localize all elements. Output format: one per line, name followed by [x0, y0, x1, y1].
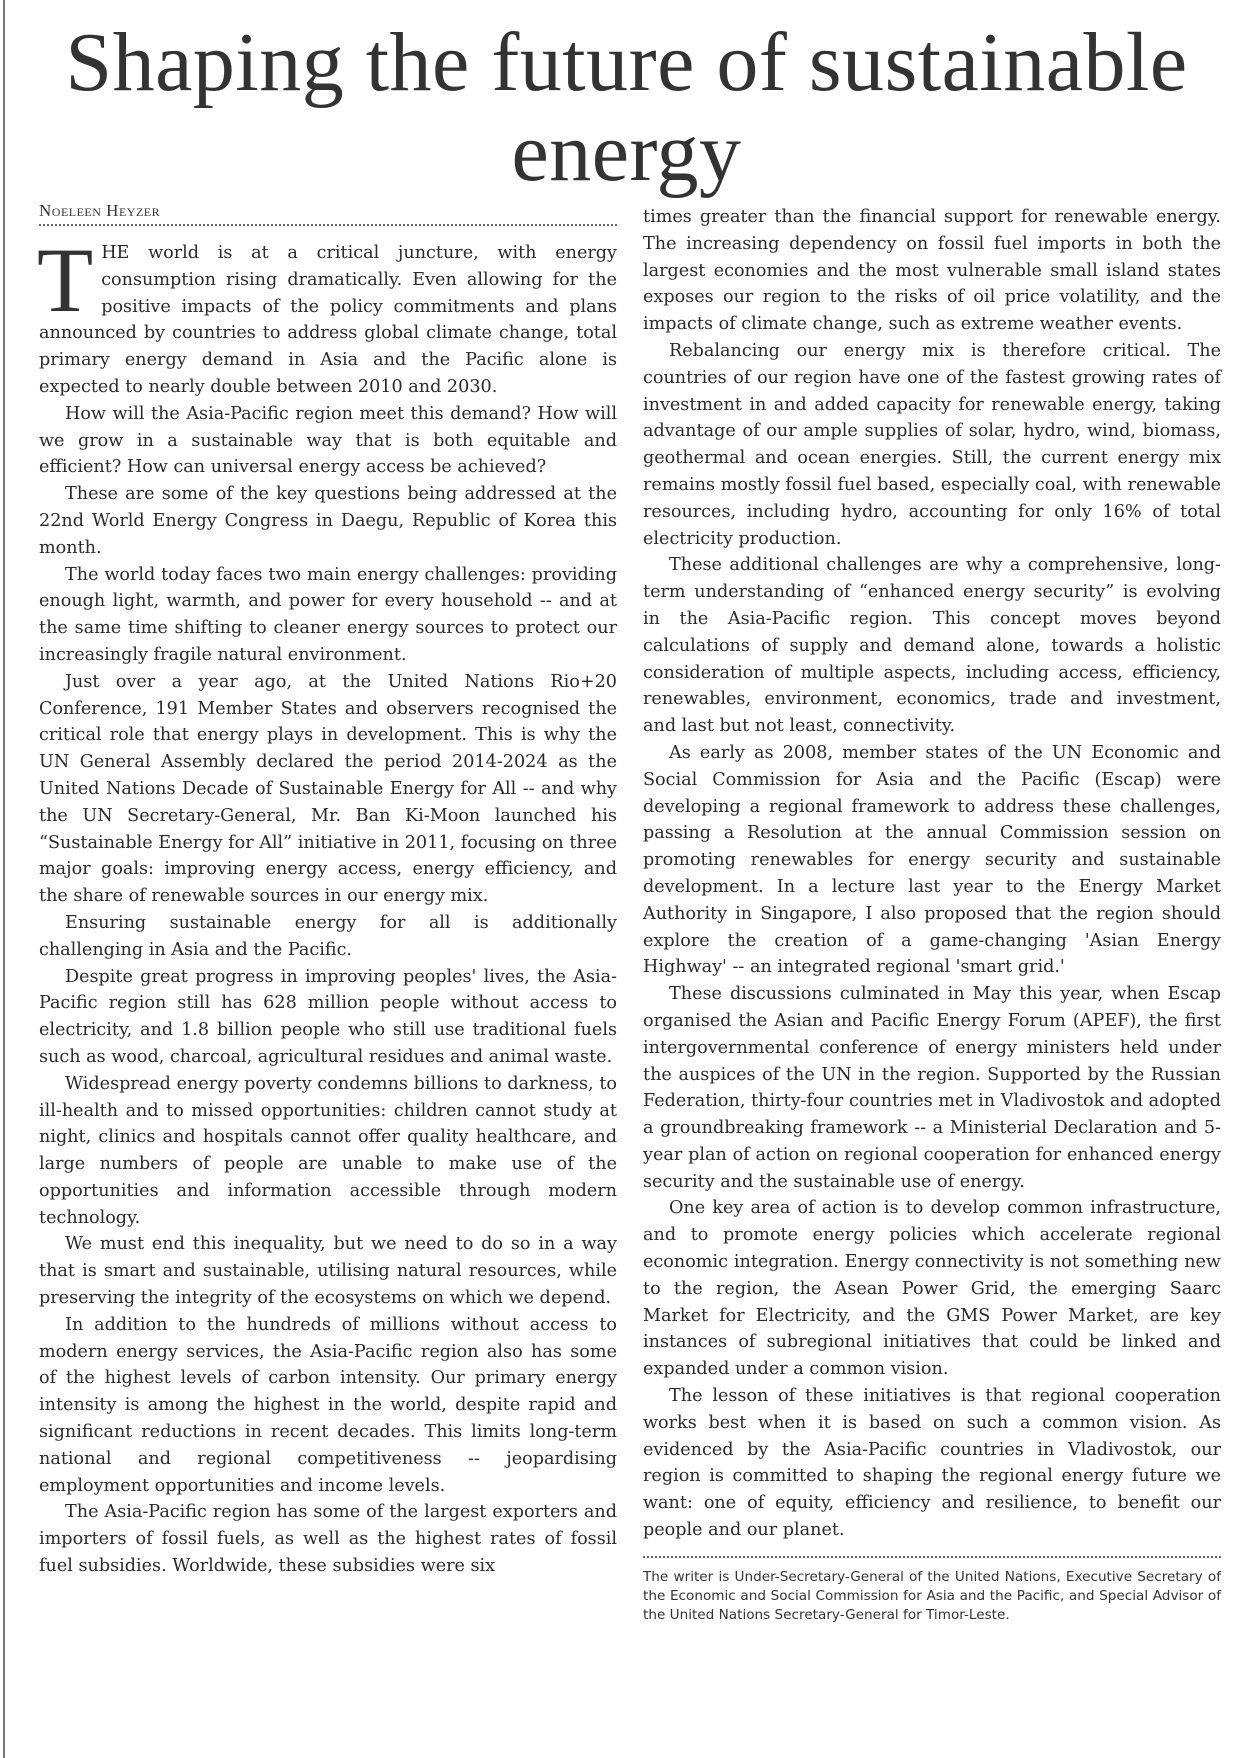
paragraph: These are some of the key questions being addressed at the 22nd World Energy Congress in Daegu, Republic of Korea this month. [39, 484, 617, 558]
author-footnote: The writer is Under-Secretary-General of the United Nations, Executive Secretary of the Economic and Social Commission for Asia and the Pacific, and Special Advisor of the United Nations Secretary-General for Timor-Leste. [643, 1568, 1221, 1623]
column-left [39, 198, 617, 1580]
paragraph: Just over a year ago, at the United Nations Rio+20 Conference, 191 Member States and observers recognised the critical role that energy plays in development. This is why the UN General Assembly declared the period 2014-2024 as the United Nations Decade of Sustainable Energy for All -- and why the UN Secretary-General, Mr. Ban Ki-Moon launched his “Sustainable Energy for All” initiative in 2011, focusing on three major goals: improving energy access, energy efficiency, and the share of renewable sources in our energy mix. [39, 671, 617, 907]
footnote-divider [643, 1556, 1221, 1558]
headline: Shaping the future of sustainable energy [65, 16, 1188, 199]
paragraph: The world today faces two main energy challenges: providing enough light, warmth, and power for every household -- and at the same time shifting to cleaner energy sources to protect our increasingly fragile natural environment. [39, 564, 617, 665]
paragraph: times greater than the financial support for renewable energy. The increasing dependency on fossil fuel imports in both the largest economies and the most vulnerable small island states exposes our region to the risks of oil price volatility, and the impacts of climate change, such as extreme weather events. [643, 207, 1221, 335]
paragraph: We must end this inequality, but we need to do so in a way that is smart and sustainable, utilising natural resources, while preserving the integrity of the ecosystems on which we depend. [39, 1234, 617, 1309]
paragraph: In addition to the hundreds of millions without access to modern energy services, the Asia-Pacific region also has some of the highest levels of carbon intensity. Our primary energy intensity is among the highest in the world, despite rapid and significant reductions in recent decades. This limits long-term national and regional competitiveness -- jeopardising employment opportunities and income levels. [39, 1314, 617, 1496]
paragraph: Rebalancing our energy mix is therefore critical. The countries of our region have one of the fastest growing rates of investment in and added capacity for renewable energy, taking advantage of our ample supplies of solar, hydro, wind, biomass, geothermal and ocean energies. Still, the current energy mix remains mostly fossil fuel based, especially coal, with renewable resources, including hydro, accounting for only 16% of total electricity production. [643, 340, 1221, 549]
paragraph: Widespread energy poverty condemns billions to darkness, to ill-health and to missed opportunities: children cannot study at night, clinics and hospitals cannot offer quality healthcare, and large numbers of people are unable to make use of the opportunities and information accessible through modern technology. [39, 1073, 617, 1228]
paragraph: Despite great progress in improving peoples' lives, the Asia-Pacific region still has 628 million people without access to electricity, and 1.8 billion people who still use traditional fuels such as wood, charcoal, agricultural residues and animal waste. [39, 966, 617, 1067]
paragraph: The Asia-Pacific region has some of the largest exporters and importers of fossil fuels, as well as the highest rates of fossil fuel subsidies. Worldwide, these subsidies were six [39, 1502, 617, 1577]
paragraph: THE world is at a critical juncture, with energy consumption rising dramatically. Even allowing for the positive impacts of the policy commitments and plans announced by countries to address global climate change, total primary energy demand in Asia and the Pacific alone is expected to nearly double between 2010 and 2030. [37, 229, 617, 397]
paragraph: The lesson of these initiatives is that regional cooperation works best when it is based on such a common vision. As evidenced by the Asia-Pacific countries in Vladivostok, our region is committed to shaping the regional energy future we want: one of equity, efficiency and resilience, to benefit our people and our planet. [643, 1386, 1221, 1541]
column-right [643, 204, 1221, 1625]
byline-divider [39, 224, 617, 226]
paragraph: As early as 2008, member states of the UN Economic and Social Commission for Asia and the Pacific (Escap) were developing a regional framework to address these challenges, passing a Resolution at the annual Commission session on promoting renewables for energy security and sustainable development. In a lecture last year to the Energy Market Authority in Singapore, I also proposed that the region should explore the creation of a game-changing 'Asian Energy Highway' -- an integrated regional 'smart grid.' [643, 742, 1221, 978]
paragraph: One key area of action is to develop common infrastructure, and to promote energy policies which accelerate regional economic integration. Energy connectivity is not something new to the region, the Asean Power Grid, the emerging Saarc Market for Electricity, and the GMS Power Market, are key instances of subregional initiatives that could be linked and expanded under a common vision. [643, 1198, 1221, 1380]
paragraph: Ensuring sustainable energy for all is additionally challenging in Asia and the Pacific. [39, 912, 617, 960]
drop-cap: T [37, 229, 94, 331]
byline: Noeleen Heyzer [39, 201, 161, 220]
paragraph: These discussions culminated in May this year, when Escap organised the Asian and Pacific Energy Forum (APEF), the first intergovernmental conference of energy ministers held under the auspices of the UN in the region. Supported by the Russian Federation, thirty-four countries met in Vladivostok and adopted a groundbreaking framework -- a Ministerial Declaration and 5-year plan of action on regional cooperation for enhanced energy security and the sustainable use of energy. [643, 984, 1221, 1192]
paragraph: How will the Asia-Pacific region meet this demand? How will we grow in a sustainable way that is both equitable and efficient? How can universal energy access be achieved? [39, 403, 617, 478]
page-edge-rule [3, 0, 5, 1758]
paragraph: These additional challenges are why a comprehensive, long-term understanding of “enhanced energy security” is evolving in the Asia-Pacific region. This concept moves beyond calculations of supply and demand alone, towards a holistic consideration of multiple aspects, including access, efficiency, renewables, environment, economics, trade and investment, and last but not least, connectivity. [643, 555, 1221, 737]
